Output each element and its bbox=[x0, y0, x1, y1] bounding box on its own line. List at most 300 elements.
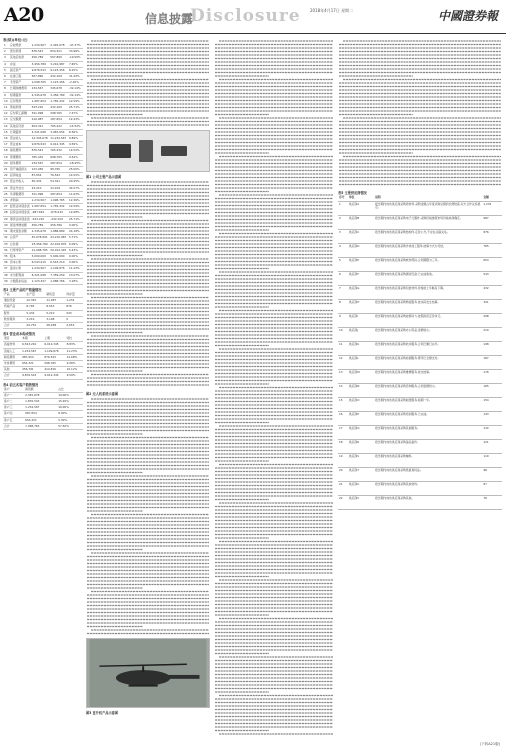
table-cell: 2 bbox=[3, 49, 9, 55]
table-cell: 8.00% bbox=[57, 411, 83, 417]
table-cell: 期末现金余额 bbox=[9, 229, 31, 235]
table-cell: 报告期内向该供应商采购维修服务,按次结算。 bbox=[374, 369, 482, 383]
table-cell: 9,012,345 bbox=[43, 373, 65, 379]
table-cell: 132 bbox=[482, 425, 502, 439]
table-cell: 报告期内向该供应商采购租赁服务,租期一年。 bbox=[374, 397, 482, 411]
table-cell: 654,321 bbox=[31, 123, 50, 129]
table-cell: 1,234,567 bbox=[21, 348, 43, 354]
table-cell: 8.25% bbox=[68, 67, 83, 73]
table-cell: 供应商P bbox=[348, 411, 374, 425]
table-cell: 98 bbox=[482, 467, 502, 481]
table-cell: 营业外收入 bbox=[9, 179, 31, 185]
table-row bbox=[338, 425, 502, 439]
table-cell: -19.56% bbox=[68, 55, 83, 61]
table-cell: 终端产品 bbox=[3, 304, 25, 310]
table-cell: 1,098,765 bbox=[31, 80, 50, 86]
body-text-block bbox=[86, 396, 210, 636]
table-cell: 3,456,789 bbox=[49, 92, 68, 98]
device-image bbox=[161, 146, 187, 156]
table-cell: 报告期内向该供应商采购能源动力,按照政府定价执行。 bbox=[374, 313, 482, 327]
table-cell: 报告期内向该供应商采购备品备件。 bbox=[374, 439, 482, 453]
column-2 bbox=[86, 38, 210, 744]
table-cell: 3.18% bbox=[68, 278, 83, 284]
table-cell: 5,210 bbox=[45, 310, 65, 316]
table-cell: 76,543 bbox=[49, 173, 68, 179]
continued-note: (下转A21版) bbox=[479, 742, 500, 746]
table-cell: 3,456,789 bbox=[31, 61, 50, 67]
table-cell: 0 bbox=[65, 316, 83, 322]
table-cell: 154 bbox=[482, 397, 502, 411]
table-cell: 客户三 bbox=[3, 405, 24, 411]
helicopter-photo bbox=[86, 638, 210, 708]
table-cell: 管理费用 bbox=[9, 154, 31, 160]
table-cell: 5,432 bbox=[25, 310, 45, 316]
table-cell: 占比 bbox=[57, 387, 83, 393]
table-cell: 6,543,210 bbox=[21, 342, 43, 348]
table-cell: 报告期内向该供应商采购咨询服务,合同金额较小。 bbox=[374, 383, 482, 397]
table-cell: 上期 bbox=[43, 336, 65, 342]
table-row bbox=[3, 260, 83, 266]
table-cell: 432 bbox=[482, 285, 502, 299]
table-cell: 报告期内向该供应商采购培训服务,已完成。 bbox=[374, 411, 482, 425]
table-cell: 12.59% bbox=[68, 204, 83, 210]
table-cell: 876,543 bbox=[31, 49, 50, 55]
section-title-en: Disclosure bbox=[190, 6, 301, 26]
table-row bbox=[3, 423, 83, 429]
supplier-table bbox=[338, 195, 502, 510]
table-cell: 供应商S bbox=[348, 453, 374, 467]
table-cell: 39 bbox=[4, 278, 8, 283]
table-cell: 37 bbox=[4, 266, 8, 271]
table-cell: 8,321,098 bbox=[31, 272, 50, 278]
table-cell: 14 bbox=[4, 123, 8, 128]
cost-table bbox=[3, 336, 83, 379]
table-cell: 12 bbox=[338, 355, 348, 369]
table-cell: 210 bbox=[482, 327, 502, 341]
masthead bbox=[0, 0, 506, 34]
table-cell: 4,321,098 bbox=[31, 129, 50, 135]
table-cell: 报告期内向该供应商采购物流服务,按实际发生结算。 bbox=[374, 299, 482, 313]
table-cell: 234,567 bbox=[31, 160, 50, 166]
table-cell: 25.71% bbox=[68, 216, 83, 222]
table-cell: 321,098 bbox=[31, 191, 50, 197]
table-cell: 客户五 bbox=[3, 417, 24, 423]
table-cell: 预收款项 bbox=[9, 105, 31, 111]
table-cell: 9,876,543 bbox=[31, 142, 50, 148]
table-cell: 9.59% bbox=[66, 373, 83, 379]
table-cell: 13 bbox=[4, 117, 8, 122]
table-cell: 9.89% bbox=[68, 136, 83, 142]
table-cell: 876,543 bbox=[43, 354, 65, 360]
table-cell: 18 bbox=[338, 439, 348, 453]
table-cell: 43,210 bbox=[31, 185, 50, 191]
table-row bbox=[3, 61, 83, 67]
table-cell: 少数股东权益 bbox=[9, 278, 31, 284]
table-cell: -18.45% bbox=[68, 160, 83, 166]
table-cell: 10 bbox=[338, 327, 348, 341]
table-cell: 供应商D bbox=[348, 243, 374, 257]
table-4-title: 表4 前五名客户销售情况 bbox=[3, 382, 39, 387]
table-cell: 本期 bbox=[21, 336, 43, 342]
table-cell: 210,987 bbox=[31, 117, 50, 123]
table-row bbox=[338, 285, 502, 299]
table-cell: 25 bbox=[4, 191, 8, 196]
table-cell: 765,432 bbox=[49, 148, 68, 154]
table-cell: 19 bbox=[338, 453, 348, 467]
table-cell: -876,543 bbox=[49, 210, 68, 216]
newspaper-logo: 中國證券報 bbox=[437, 9, 498, 23]
table-cell: 供应商E bbox=[348, 257, 374, 271]
table-cell: 1,987,654 bbox=[31, 98, 50, 104]
table-cell: 客户四 bbox=[3, 411, 24, 417]
table-cell: 供应商J bbox=[348, 327, 374, 341]
table-cell: 6,543,210 bbox=[31, 260, 50, 266]
table-cell: 9.59% bbox=[68, 142, 83, 148]
table-row bbox=[3, 123, 83, 129]
table-cell: 应收账款 bbox=[9, 43, 31, 49]
table-cell: 1,765,432 bbox=[49, 98, 68, 104]
table-cell: 32 bbox=[4, 235, 8, 240]
table-cell: 合计 bbox=[3, 322, 25, 328]
table-cell: 0.00% bbox=[68, 260, 83, 266]
table-cell: 6 bbox=[3, 74, 9, 80]
table-cell: -32.14% bbox=[68, 86, 83, 92]
table-cell: 3 bbox=[338, 229, 348, 243]
body-text-block bbox=[214, 38, 334, 738]
table-cell: 432,109 bbox=[49, 74, 68, 80]
table-cell: -432,109 bbox=[49, 216, 68, 222]
table-cell: 345,678 bbox=[49, 86, 68, 92]
table-cell: 8 bbox=[338, 299, 348, 313]
table-cell: 报告期内向该供应商采购低值易耗品。 bbox=[374, 467, 482, 481]
table-cell: 外协费用 bbox=[3, 360, 21, 366]
table-2-title: 表2 主要产品的产销量情况 bbox=[3, 287, 42, 292]
table-row bbox=[338, 229, 502, 243]
table-cell: 应付职工薪酬 bbox=[9, 111, 31, 117]
table-cell: 29 bbox=[4, 216, 8, 221]
table-cell: 24.18% bbox=[68, 229, 83, 235]
table-cell: 1,888,889 bbox=[49, 229, 68, 235]
table-cell: 1,234,567 bbox=[31, 266, 50, 272]
table-cell: 43,210,987 bbox=[50, 235, 67, 240]
table-cell: 14.52% bbox=[68, 148, 83, 154]
table-cell: 7 bbox=[3, 80, 9, 86]
table-cell: 87,654 bbox=[31, 173, 50, 179]
table-cell: 报告期内向该供应商采购技术服务,合同已履行完毕。 bbox=[374, 341, 482, 355]
table-cell: 固定资产 bbox=[9, 67, 31, 73]
table-cell: 11 bbox=[4, 105, 8, 110]
table-cell: 10.00% bbox=[57, 405, 83, 411]
table-cell: 11.23% bbox=[66, 348, 83, 354]
table-cell: 1,987,654 bbox=[31, 204, 50, 210]
table-cell: -987,654 bbox=[31, 210, 50, 216]
table-cell: 5,000,000 bbox=[49, 253, 68, 259]
table-cell: 11 bbox=[338, 341, 348, 355]
issue-date: 2018年4月17日 星期二 bbox=[310, 8, 354, 13]
table-cell: 供应商Q bbox=[348, 425, 374, 439]
table-row bbox=[338, 467, 502, 481]
page-number: A20 bbox=[4, 4, 44, 26]
table-cell: 长期待摊费用 bbox=[9, 86, 31, 92]
table-cell: 12.43% bbox=[68, 117, 83, 123]
table-cell: 987,654 bbox=[24, 411, 57, 417]
table-cell: 21 bbox=[338, 481, 348, 495]
table-row bbox=[3, 98, 83, 104]
figure-2-caption: 图2 无人机系统示意图 bbox=[86, 392, 119, 396]
table-cell: 9,123,456 bbox=[49, 67, 68, 73]
table-cell: 客户 bbox=[3, 387, 24, 393]
table-cell: 298,765 bbox=[49, 111, 68, 117]
table-cell: 2,345,678 bbox=[31, 229, 50, 235]
table-cell: 456,789 bbox=[31, 55, 50, 61]
figure-3-caption: 图3 直升机产品示意图 bbox=[86, 711, 119, 715]
table-cell: 29,752 bbox=[25, 322, 45, 328]
table-cell: 65,432 bbox=[31, 179, 50, 185]
table-cell: 12 bbox=[4, 111, 8, 116]
table-cell: 9 bbox=[3, 92, 9, 98]
table-row bbox=[338, 439, 502, 453]
table-cell: 3,210 bbox=[25, 316, 45, 322]
table-cell: 报告期内向该供应商采购其他。 bbox=[374, 495, 482, 509]
table-cell: 765,432 bbox=[31, 154, 50, 160]
table-cell: 8.36% bbox=[68, 129, 83, 135]
table-cell: 营业成本 bbox=[9, 142, 31, 148]
table-cell: 6,543,210 bbox=[49, 260, 68, 266]
table-cell: 供应商K bbox=[348, 341, 374, 355]
table-cell: 654,321 bbox=[21, 360, 43, 366]
table-cell: 0.00% bbox=[68, 253, 83, 259]
table-cell: 盈余公积 bbox=[9, 266, 31, 272]
table-cell: 54,321 bbox=[49, 179, 68, 185]
table-cell: 供应商V bbox=[348, 495, 374, 509]
table-cell: 现金净增加额 bbox=[9, 222, 31, 228]
table-row bbox=[3, 204, 83, 210]
table-cell: 1 bbox=[338, 201, 348, 215]
table-cell: 567,890 bbox=[49, 55, 68, 61]
table-cell: 直接材料 bbox=[3, 342, 21, 348]
table-cell: 3,987,654 bbox=[49, 129, 68, 135]
table-cell: 7,359,259 bbox=[49, 272, 68, 278]
table-row bbox=[3, 266, 83, 272]
table-row bbox=[3, 86, 83, 92]
table-cell: 6 bbox=[338, 271, 348, 285]
table-cell: 报告期内向该供应商采购测试设备,已完成验收。 bbox=[374, 271, 482, 285]
table-cell: 3 bbox=[3, 55, 9, 61]
table-cell: 10.12% bbox=[66, 367, 83, 373]
table-cell: 456,791 bbox=[21, 367, 43, 373]
table-cell: 765,432 bbox=[49, 123, 68, 129]
table-cell: 11,987 bbox=[45, 298, 65, 304]
table-cell: 598,765 bbox=[43, 360, 65, 366]
table-cell: 9,012,345 bbox=[49, 142, 68, 148]
table-cell: 其他 bbox=[3, 367, 21, 373]
table-cell: 765 bbox=[482, 243, 502, 257]
table-cell: 供应商A bbox=[348, 201, 374, 215]
table-row bbox=[3, 247, 83, 253]
table-cell: 143 bbox=[482, 411, 502, 425]
table-cell: 543,210 bbox=[31, 105, 50, 111]
table-cell: 57.50% bbox=[57, 423, 83, 429]
table-cell: 投资活动现金流 bbox=[10, 210, 30, 215]
table-cell: 22,109,876 bbox=[50, 241, 67, 246]
table-cell: 4 bbox=[3, 61, 9, 67]
table-cell: 同比 bbox=[66, 336, 83, 342]
table-row bbox=[3, 67, 83, 73]
table-cell: 软件服务 bbox=[3, 316, 25, 322]
table-cell: 报告期内向该供应商采购办公用品,金额较小。 bbox=[374, 327, 482, 341]
table-cell: 32,109 bbox=[49, 185, 68, 191]
table-cell: 6,012,345 bbox=[43, 342, 65, 348]
table-cell: 存货 bbox=[9, 61, 31, 67]
customer-table bbox=[3, 387, 83, 430]
table-cell: 15 bbox=[338, 397, 348, 411]
table-cell: 8,543 bbox=[45, 304, 65, 310]
table-cell: 17 bbox=[338, 425, 348, 439]
table-cell: 38 bbox=[4, 272, 8, 277]
table-cell: 报告期内向该供应商采购外协加工服务,结算方式为月结。 bbox=[374, 243, 482, 257]
table-cell: 876 bbox=[482, 229, 502, 243]
table-cell: 19.00% bbox=[57, 392, 83, 398]
table-cell: 1,109,876 bbox=[43, 348, 65, 354]
table-cell: 报告期内向该供应商采购其他服务。 bbox=[374, 425, 482, 439]
table-cell: 11.63% bbox=[68, 191, 83, 197]
table-row bbox=[3, 136, 83, 142]
table-cell: 供应商L bbox=[348, 355, 374, 369]
table-cell: 供应商B bbox=[348, 215, 374, 229]
table-cell: 298 bbox=[482, 313, 502, 327]
table-row bbox=[338, 215, 502, 229]
table-header-cell: 单位 bbox=[348, 195, 374, 201]
table-row bbox=[3, 278, 83, 284]
device-image bbox=[139, 140, 153, 162]
table-header-cell: 序号 bbox=[338, 195, 348, 201]
table-cell: 414,816 bbox=[43, 367, 65, 373]
table-row bbox=[3, 167, 83, 173]
table-header-cell: 金额 bbox=[482, 195, 502, 201]
table-cell: 123,456 bbox=[31, 167, 50, 173]
table-cell: 110 bbox=[482, 453, 502, 467]
table-cell: 13 bbox=[338, 369, 348, 383]
table-cell: 456,789 bbox=[31, 222, 50, 228]
table-cell: 12,345 bbox=[25, 298, 45, 304]
table-cell: 543 bbox=[65, 310, 83, 316]
table-cell: 5 bbox=[338, 257, 348, 271]
table-cell: 567,890 bbox=[31, 74, 50, 80]
table-row bbox=[3, 142, 83, 148]
table-row bbox=[3, 210, 83, 216]
table-cell: 23,456,789 bbox=[31, 241, 48, 246]
table-cell: 供应商U bbox=[348, 481, 374, 495]
table-cell: 165 bbox=[482, 383, 502, 397]
table-cell: 5.71% bbox=[68, 235, 83, 241]
table-cell: 654,321 bbox=[24, 417, 57, 423]
table-cell: 28 bbox=[4, 210, 8, 215]
table-cell: 直接人工 bbox=[3, 348, 21, 354]
table-row bbox=[338, 341, 502, 355]
table-cell: 财务费用 bbox=[9, 160, 31, 166]
production-table bbox=[3, 292, 83, 329]
table-cell: 4 bbox=[338, 243, 348, 257]
table-cell: 项目 bbox=[3, 336, 21, 342]
table-cell: 87 bbox=[482, 481, 502, 495]
table-row bbox=[338, 397, 502, 411]
table-cell: 25.00% bbox=[68, 167, 83, 173]
table-row bbox=[3, 373, 83, 379]
table-row bbox=[3, 235, 83, 241]
table-cell: 36 bbox=[4, 260, 8, 265]
table-cell: 22 bbox=[338, 495, 348, 509]
table-cell: 287,654 bbox=[49, 160, 68, 166]
table-cell: 5.43% bbox=[68, 247, 83, 253]
table-cell: 12.68% bbox=[68, 210, 83, 216]
table-cell: 长期借款 bbox=[9, 129, 31, 135]
table-row bbox=[3, 129, 83, 135]
table-cell: 1,234 bbox=[482, 201, 502, 215]
table-cell: 20,012,345 bbox=[50, 247, 67, 252]
table-cell: 456,780 bbox=[49, 222, 68, 228]
table-cell: 1,123,456 bbox=[49, 80, 68, 86]
table-cell: 通信设备 bbox=[3, 298, 25, 304]
table-header-cell: 说明 bbox=[374, 195, 482, 201]
table-cell: 2,345,678 bbox=[24, 392, 57, 398]
table-cell: 321,098 bbox=[31, 111, 50, 117]
table-row bbox=[3, 43, 83, 49]
table-cell: 3,210,987 bbox=[49, 61, 68, 67]
table-cell: 报告期内向该供应商采购辅料。 bbox=[374, 453, 482, 467]
table-cell: 1,876,543 bbox=[24, 398, 57, 404]
table-cell: 654 bbox=[482, 257, 502, 271]
supplier-table-title: 表5 主要供应商情况 bbox=[338, 191, 367, 195]
table-cell: 15 bbox=[4, 129, 8, 134]
table-cell: 7 bbox=[338, 285, 348, 299]
table-row bbox=[3, 92, 83, 98]
table-row bbox=[3, 191, 83, 197]
product-photo bbox=[86, 130, 210, 172]
table-cell: 1,109,876 bbox=[49, 266, 68, 272]
table-cell: 营业外支出 bbox=[9, 185, 31, 191]
figure-1-caption: 图1 公司主要产品示意图 bbox=[86, 175, 122, 179]
table-cell: 报告期内向该供应商采购其他材料。 bbox=[374, 481, 482, 495]
table-row bbox=[338, 411, 502, 425]
table-cell: 配件 bbox=[3, 310, 25, 316]
table-cell: 未分配利润 bbox=[9, 272, 31, 278]
table-cell: 应交税费 bbox=[9, 117, 31, 123]
table-cell: 5 bbox=[3, 67, 9, 73]
table-cell: 供应商N bbox=[348, 383, 374, 397]
table-cell: 资本公积 bbox=[9, 260, 31, 266]
table-row bbox=[338, 481, 502, 495]
table-cell: 报告期内向该供应商采购软件授权,合同期限为三年。 bbox=[374, 257, 482, 271]
table-cell: 销售量 bbox=[45, 292, 65, 298]
table-cell: 1,098,765 bbox=[49, 198, 68, 204]
table-cell: 11.23% bbox=[68, 266, 83, 272]
table-cell: -47.37% bbox=[68, 43, 83, 49]
table-cell: 9,876,543 bbox=[21, 373, 43, 379]
table-cell: 33 bbox=[4, 241, 8, 246]
body-text-block bbox=[86, 179, 210, 389]
table-cell: 1,765,432 bbox=[49, 204, 68, 210]
table-row bbox=[3, 111, 83, 117]
table-cell: 报告期内向该供应商采购电子元器件,采购价格参照市场价格协商确定。 bbox=[374, 215, 482, 229]
table-row bbox=[338, 355, 502, 369]
table-cell: 1,234,567 bbox=[31, 198, 50, 204]
table-cell: 16 bbox=[4, 136, 8, 141]
table-cell: 34 bbox=[4, 247, 8, 252]
table-cell: 12.68% bbox=[66, 354, 83, 360]
table-cell: 1,234,567 bbox=[24, 405, 57, 411]
table-cell: 股本 bbox=[9, 253, 31, 259]
table-cell: 31.42% bbox=[68, 74, 83, 80]
